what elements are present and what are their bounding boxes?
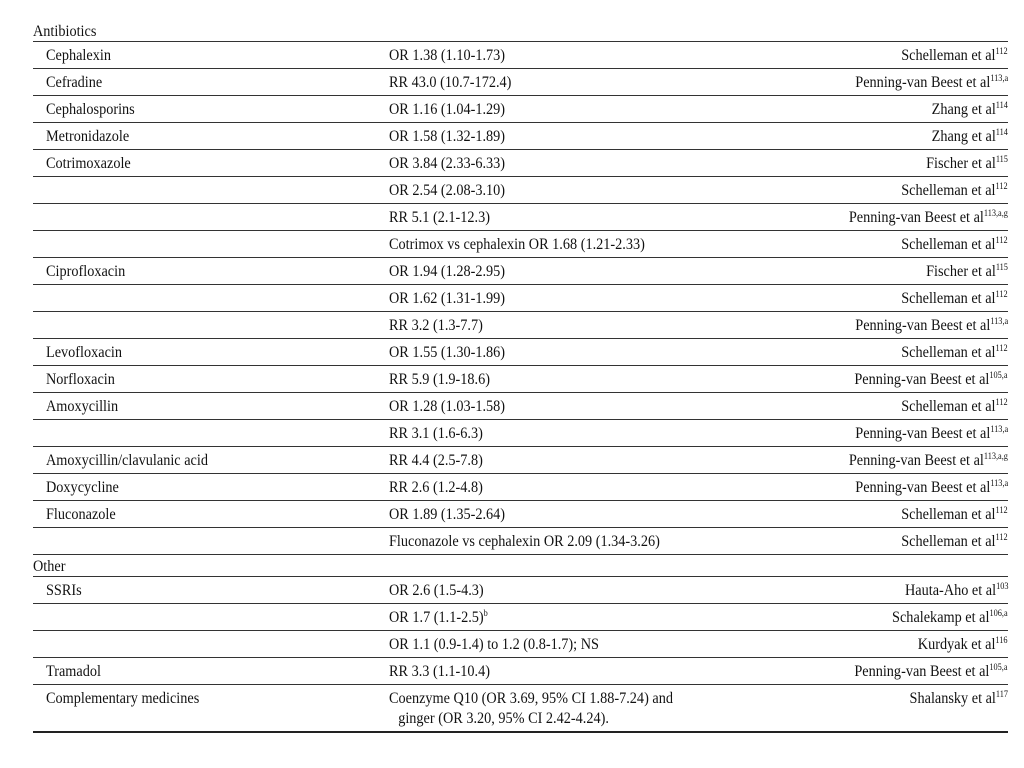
reference: Schelleman et $al^{112}$ <box>901 397 1008 415</box>
drug-name: Complementary medicines <box>46 690 200 707</box>
evidence-table <box>33 20 1008 733</box>
table-row <box>33 447 1008 474</box>
section-title: Antibiotics <box>33 23 97 40</box>
effect-estimate: OR 1.7 $(1.1-2.5)^b$ <box>389 608 488 626</box>
effect-estimate: RR 5.1 (2.1-12.3) <box>389 209 491 226</box>
reference: Schelleman et $al^{112}$ <box>901 235 1008 253</box>
drug-name: SSRIs <box>46 582 82 599</box>
effect-estimate: RR 5.9 (1.9-18.6) <box>389 371 491 388</box>
table-row <box>33 366 1008 393</box>
reference: Zhang et $al^{114}$ <box>931 127 1008 145</box>
reference: Penning-van Beest et al$^{113,a}$ <box>855 316 1008 334</box>
table-row <box>33 150 1008 177</box>
drug-name: Doxycycline <box>46 479 119 496</box>
section-title: Other <box>33 558 66 575</box>
table-row <box>33 339 1008 366</box>
drug-name: Cephalexin <box>46 47 111 64</box>
reference: Schelleman et $al^{112}$ <box>901 46 1008 64</box>
drug-name: Amoxycillin/clavulanic acid <box>46 452 208 469</box>
reference: Penning-van Beest et al$^{113,a,g}$ <box>848 451 1008 469</box>
table-row <box>33 204 1008 231</box>
effect-estimate: OR 1.62 (1.31-1.99) <box>389 290 506 307</box>
table-row <box>33 474 1008 501</box>
effect-estimate: RR 4.4 (2.5-7.8) <box>389 452 483 469</box>
effect-estimate: OR 1.89 (1.35-2.64) <box>389 506 506 523</box>
table-row <box>33 123 1008 150</box>
reference: Fischer et $al^{115}$ <box>926 154 1008 172</box>
reference: Penning-van Beest et al$^{105,a}$ <box>854 662 1008 680</box>
drug-name: Cefradine <box>46 74 103 91</box>
reference: Penning-van Beest et al$^{105,a}$ <box>854 370 1008 388</box>
table-row <box>33 577 1008 604</box>
reference: Zhang et $al^{114}$ <box>931 100 1008 118</box>
drug-name: Tramadol <box>46 663 101 680</box>
drug-name: Cotrimoxazole <box>46 155 131 172</box>
table-row <box>33 258 1008 285</box>
drug-name: Fluconazole <box>46 506 116 523</box>
table-row <box>33 96 1008 123</box>
drug-name: Amoxycillin <box>46 398 119 415</box>
effect-estimate: OR 1.38 (1.10-1.73) <box>389 47 506 64</box>
table-row <box>33 69 1008 96</box>
reference: Shalansky et $al^{117}$ <box>909 689 1008 707</box>
table-row <box>33 528 1008 555</box>
drug-name: Ciprofloxacin <box>46 263 126 280</box>
effect-estimate: OR 1.55 (1.30-1.86) <box>389 344 506 361</box>
section-header <box>33 20 1008 42</box>
effect-estimate: OR 1.94 (1.28-2.95) <box>389 263 506 280</box>
effect-estimate: RR 3.3 (1.1-10.4) <box>389 663 491 680</box>
effect-estimate: Coenzyme Q10 (OR 3.69, 95% CI 1.88-7.24) and <box>389 690 673 707</box>
table-row <box>33 393 1008 420</box>
effect-estimate: Fluconazole vs cephalexin OR 2.09 (1.34-3.26) <box>389 533 660 550</box>
reference: Penning-van Beest et al$^{113,a}$ <box>855 73 1008 91</box>
table-row <box>33 501 1008 528</box>
reference: Schelleman et $al^{112}$ <box>901 181 1008 199</box>
effect-estimate: OR 1.58 (1.32-1.89) <box>389 128 506 145</box>
effect-estimate: RR 3.1 (1.6-6.3) <box>389 425 483 442</box>
table-row <box>33 631 1008 658</box>
effect-estimate: RR 43.0 (10.7-172.4) <box>389 74 512 91</box>
effect-estimate: Cotrimox vs cephalexin OR 1.68 (1.21-2.33) <box>389 236 645 253</box>
effect-estimate: OR 2.6 (1.5-4.3) <box>389 582 484 599</box>
table-row <box>33 231 1008 258</box>
effect-estimate: OR 2.54 (2.08-3.10) <box>389 182 506 199</box>
table-row <box>33 42 1008 69</box>
reference: Kurdyak et $al^{116}$ <box>918 635 1008 653</box>
table-row <box>33 285 1008 312</box>
reference: Penning-van Beest et al$^{113,a}$ <box>855 478 1008 496</box>
reference: Schelleman et $al^{112}$ <box>901 343 1008 361</box>
reference: Schalekamp et al$^{106,a}$ <box>892 608 1008 626</box>
drug-name: Norfloxacin <box>46 371 115 388</box>
reference: Penning-van Beest et al$^{113,a}$ <box>855 424 1008 442</box>
drug-name: Levofloxacin <box>46 344 123 361</box>
table-row <box>33 685 1008 733</box>
table-row <box>33 604 1008 631</box>
effect-estimate: OR 1.16 (1.04-1.29) <box>389 101 506 118</box>
reference: Schelleman et $al^{112}$ <box>901 532 1008 550</box>
reference: Hauta-Aho et $al^{103}$ <box>904 581 1008 599</box>
reference: Schelleman et $al^{112}$ <box>901 505 1008 523</box>
reference: Penning-van Beest et al$^{113,a,g}$ <box>848 208 1008 226</box>
effect-estimate: OR 1.1 (0.9-1.4) to 1.2 (0.8-1.7); NS <box>389 636 599 653</box>
effect-estimate: RR 3.2 (1.3-7.7) <box>389 317 483 334</box>
section-header <box>33 555 1008 577</box>
table-row <box>33 420 1008 447</box>
table-row <box>33 312 1008 339</box>
effect-estimate: OR 3.84 (2.33-6.33) <box>389 155 506 172</box>
reference: Schelleman et $al^{112}$ <box>901 289 1008 307</box>
table-row <box>33 658 1008 685</box>
effect-estimate: OR 1.28 (1.03-1.58) <box>389 398 506 415</box>
effect-estimate-continued: ginger (OR 3.20, 95% CI 2.42-4.24). <box>398 710 609 727</box>
drug-name: Cephalosporins <box>46 101 135 118</box>
reference: Fischer et $al^{115}$ <box>926 262 1008 280</box>
drug-name: Metronidazole <box>46 128 130 145</box>
table-row <box>33 177 1008 204</box>
effect-estimate: RR 2.6 (1.2-4.8) <box>389 479 483 496</box>
